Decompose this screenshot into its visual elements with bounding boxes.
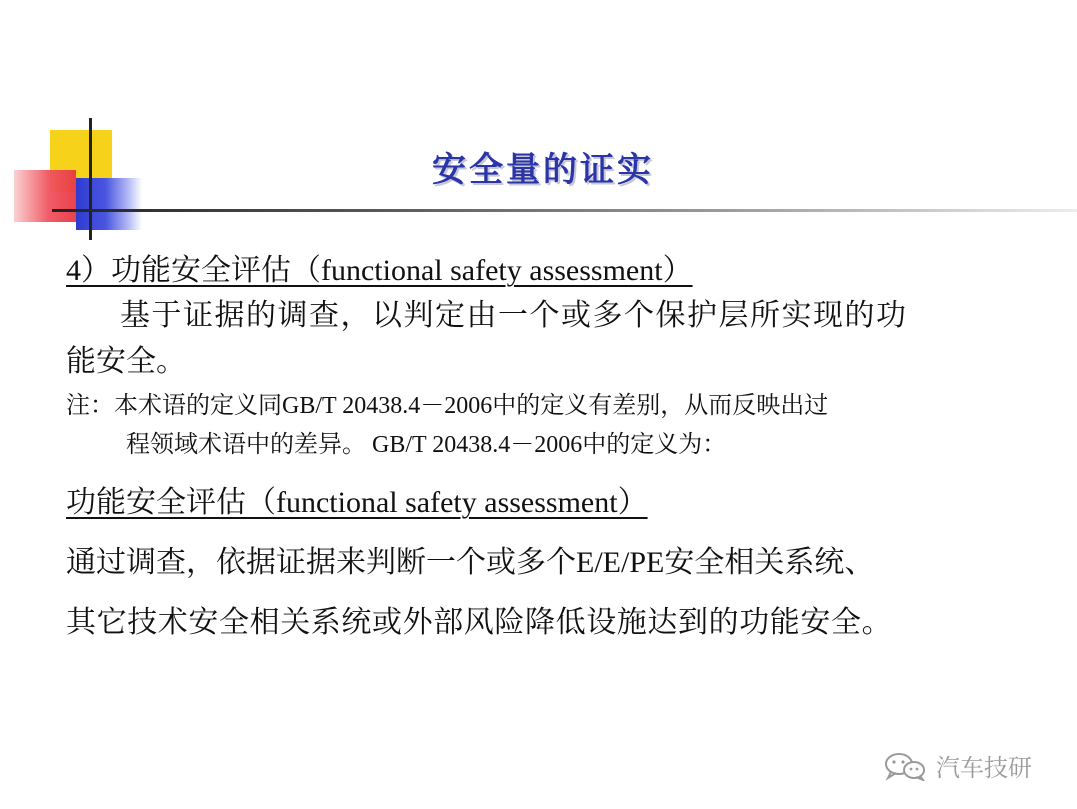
subheading: 功能安全评估（functional safety assessment） xyxy=(66,486,648,519)
slide-title: 安全量的证实 xyxy=(432,150,654,190)
section-heading: 4）功能安全评估（functional safety assessment） xyxy=(66,254,693,287)
wechat-icon xyxy=(882,751,928,781)
definition-line-1: 基于证据的调查，以判定由一个或多个保护层所实现的功 xyxy=(120,299,908,332)
decor-blue-square xyxy=(76,178,142,230)
definition-line-2: 能安全。 xyxy=(66,345,186,378)
title-divider xyxy=(52,209,1077,212)
decor-vertical-line xyxy=(89,118,92,240)
decor-red-square xyxy=(14,170,76,222)
note-line-1: 注：本术语的定义同GB/T 20438.4－2006中的定义有差别，从而反映出过 xyxy=(66,393,829,419)
body-line-1: 通过调查，依据证据来判断一个或多个E/E/PE安全相关系统、 xyxy=(66,546,875,579)
note-line-2: 程领域术语中的差异。 GB/T 20438.4－2006中的定义为： xyxy=(126,432,727,458)
watermark xyxy=(882,748,1032,783)
watermark-text: 汽车技研 xyxy=(936,754,1032,782)
body-line-2: 其它技术安全相关系统或外部风险降低设施达到的功能安全。 xyxy=(66,606,893,639)
